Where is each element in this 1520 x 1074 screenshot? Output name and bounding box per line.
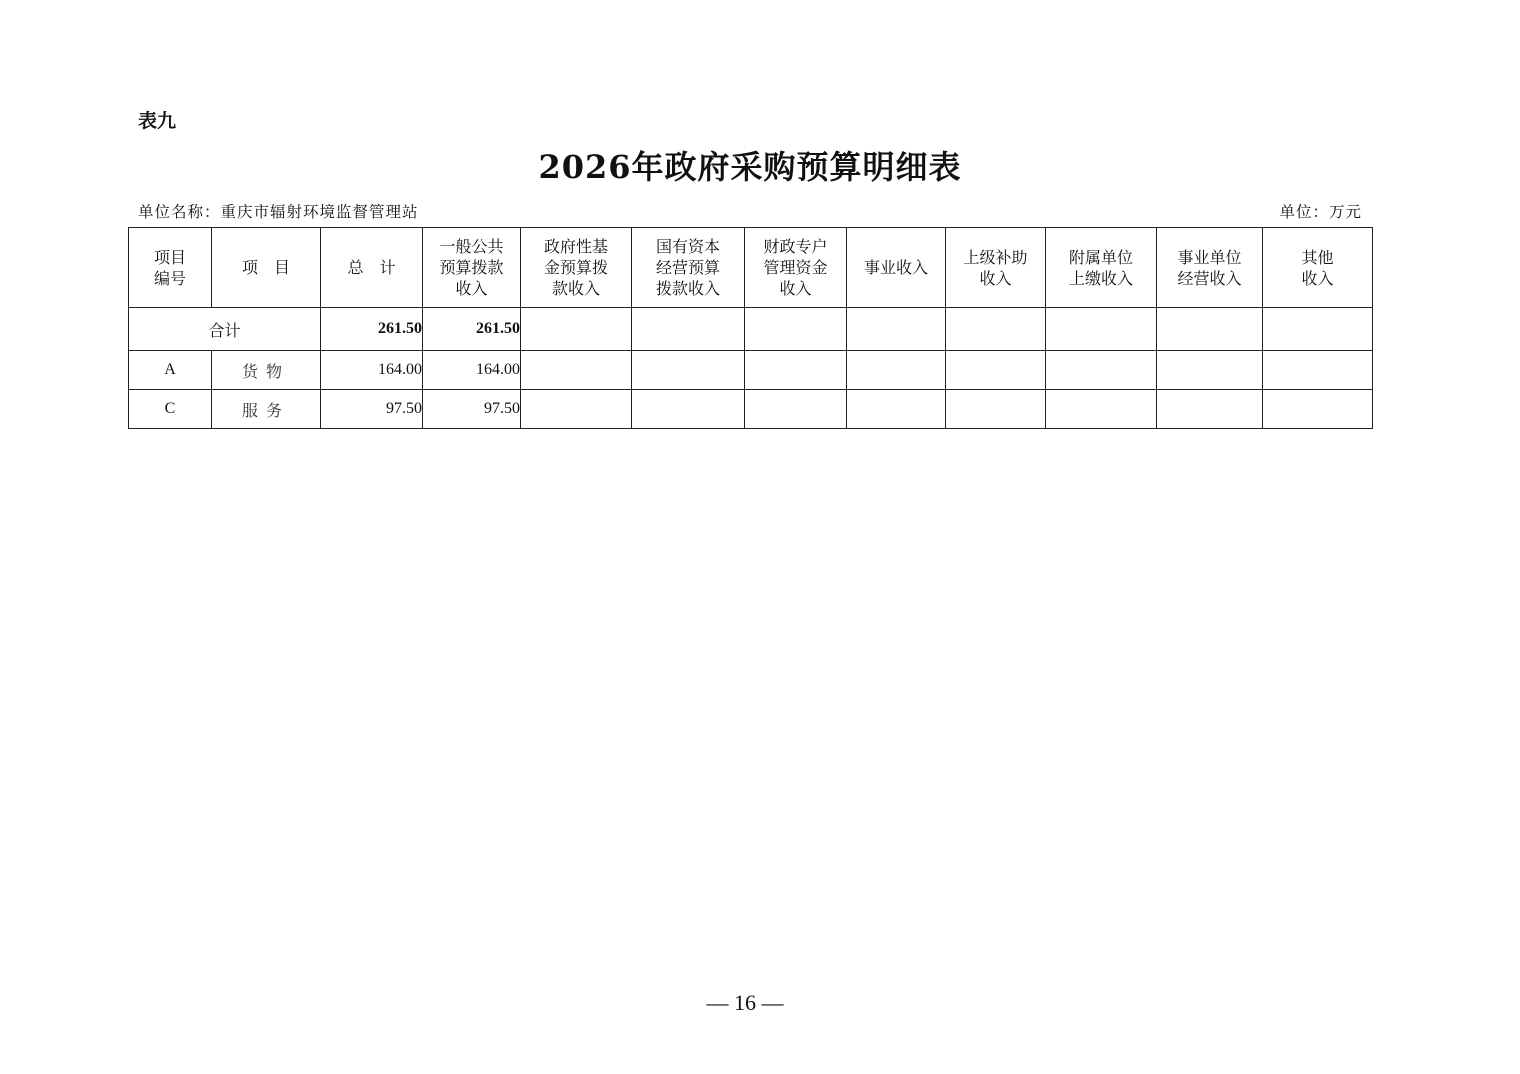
header-special-account: 财政专户管理资金收入 [745, 228, 847, 308]
header-row [129, 228, 1373, 308]
page-number: — 16 — [706, 990, 784, 1015]
unit-label: 单位：万元 [1279, 203, 1362, 221]
empty-cell [1157, 390, 1263, 429]
table-row [129, 390, 1373, 429]
header-project-name: 项 目 [212, 228, 321, 308]
project-code-cell: C [129, 390, 212, 429]
general-budget-cell: 261.50 [423, 308, 521, 351]
empty-cell [521, 351, 632, 390]
total-cell: 261.50 [321, 308, 423, 351]
document-title: 2026年政府采购预算明细表 [538, 148, 962, 186]
table-label: 表九 [138, 110, 177, 132]
empty-cell [745, 351, 847, 390]
empty-cell [1263, 390, 1373, 429]
empty-cell [745, 308, 847, 351]
header-operating-income: 事业单位经营收入 [1157, 228, 1263, 308]
empty-cell [1157, 308, 1263, 351]
header-other-income: 其他收入 [1263, 228, 1373, 308]
total-cell: 97.50 [321, 390, 423, 429]
project-name-cell: 服务 [212, 390, 321, 429]
table-row [129, 351, 1373, 390]
empty-cell [632, 351, 745, 390]
empty-cell [946, 308, 1046, 351]
empty-cell [632, 308, 745, 351]
header-affiliated-units: 附属单位上缴收入 [1046, 228, 1157, 308]
empty-cell [1157, 351, 1263, 390]
empty-cell [847, 308, 946, 351]
empty-cell [1263, 351, 1373, 390]
empty-cell [847, 351, 946, 390]
empty-cell [847, 390, 946, 429]
empty-cell [745, 390, 847, 429]
empty-cell [1046, 308, 1157, 351]
general-budget-cell: 97.50 [423, 390, 521, 429]
general-budget-cell: 164.00 [423, 351, 521, 390]
total-label: 合计 [129, 308, 321, 351]
empty-cell [946, 351, 1046, 390]
empty-cell [632, 390, 745, 429]
empty-cell [521, 390, 632, 429]
unit-name: 单位名称：重庆市辐射环境监督管理站 [138, 203, 419, 221]
total-cell: 164.00 [321, 351, 423, 390]
project-code-cell: A [129, 351, 212, 390]
total-row [129, 308, 1373, 351]
header-gov-fund: 政府性基金预算拨款收入 [521, 228, 632, 308]
empty-cell [946, 390, 1046, 429]
header-superior-subsidy: 上级补助收入 [946, 228, 1046, 308]
empty-cell [1263, 308, 1373, 351]
empty-cell [521, 308, 632, 351]
empty-cell [1046, 351, 1157, 390]
header-general-budget: 一般公共预算拨款收入 [423, 228, 521, 308]
header-project-code: 项目编号 [129, 228, 212, 308]
procurement-budget-table [128, 227, 1373, 429]
project-name-cell: 货物 [212, 351, 321, 390]
header-total: 总 计 [321, 228, 423, 308]
header-state-capital: 国有资本经营预算拨款收入 [632, 228, 745, 308]
header-business-income: 事业收入 [847, 228, 946, 308]
empty-cell [1046, 390, 1157, 429]
